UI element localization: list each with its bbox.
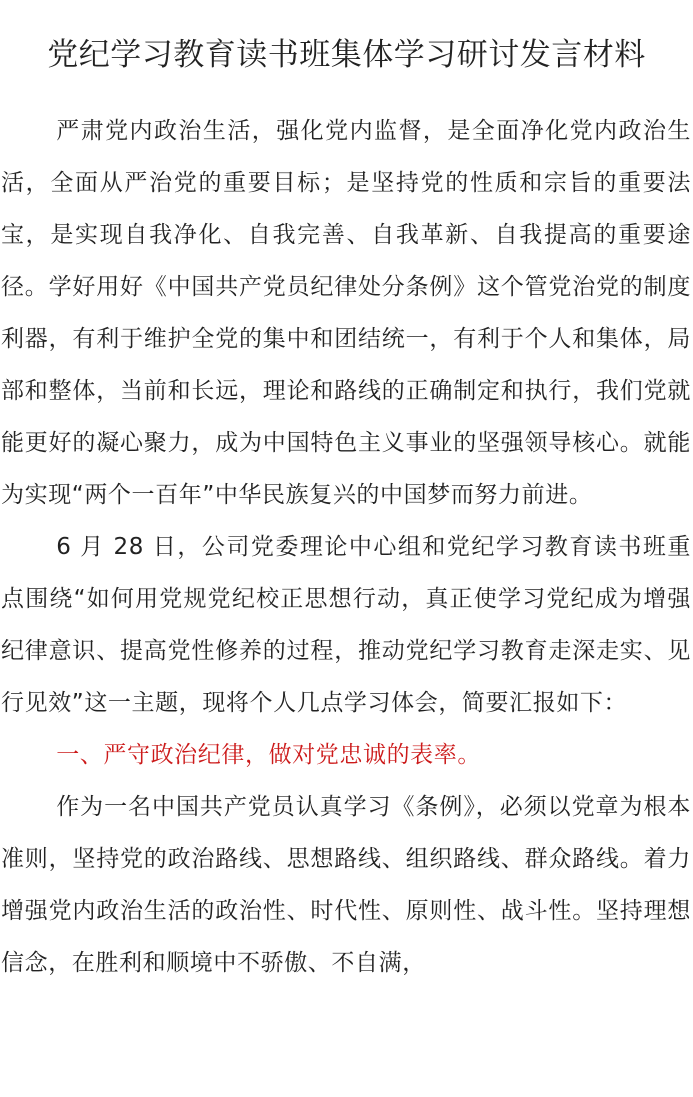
paragraph-meeting: 6 月 28 日，公司党委理论中心组和党纪学习教育读书班重点围绕“如何用党规党纪校正思想行动，真正使学习党纪成为增强纪律意识、提高党性修养的过程，推动党纪学习教育走深走实、见行见效”这一主题，现将个人几点学习体会，简要汇报如下： (1, 534, 691, 716)
document-title: 党纪学习教育读书班集体学习研讨发言材料 (47, 37, 646, 73)
paragraph-intro: 严肃党内政治生活，强化党内监督，是全面净化党内政治生活，全面从严治党的重要目标；是坚持党的性质和宗旨的重要法宝，是实现自我净化、自我完善、自我革新、自我提高的重要途径。学好用好《中国共产党员纪律处分条例》这个管党治党的制度利器，有利于维护全党的集中和团结统一，有利于个人和集体，局部和整体，当前和长远，理论和路线的正确制定和执行，我们党就能更好的凝心聚力，成为中国特色主义事业的坚强领导核心。就能为实现“两个一百年”中华民族复兴的中国梦而努力前进。 (1, 118, 691, 508)
paragraph-section-1: 作为一名中国共产党员认真学习《条例》，必须以党章为根本准则，坚持党的政治路线、思想路线、组织路线、群众路线。着力增强党内政治生活的政治性、时代性、原则性、战斗性。坚持理想信念，在胜利和顺境中不骄傲、不自满， (1, 794, 691, 976)
section-heading-1: 一、严守政治纪律，做对党忠诚的表率。 (56, 742, 481, 768)
document-body (0, 105, 693, 989)
